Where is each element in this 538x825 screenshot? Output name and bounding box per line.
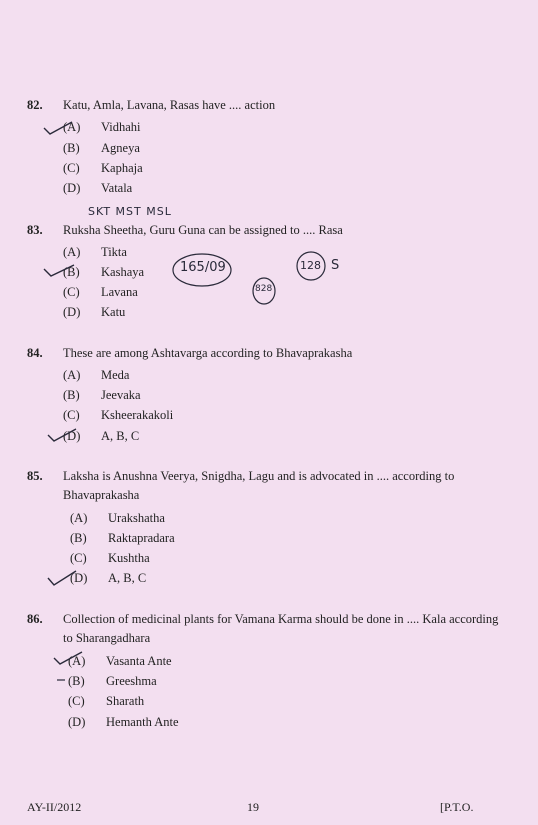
option-text: Kaphaja bbox=[101, 161, 143, 175]
option-text: A, B, C bbox=[108, 571, 147, 585]
handwritten-abbrev-note: SKT MST MSL bbox=[88, 205, 172, 218]
option-text: Vasanta Ante bbox=[106, 654, 172, 668]
question-number: 82. bbox=[27, 98, 43, 112]
option-label: (B) bbox=[63, 141, 80, 155]
option-text: Ksheerakakoli bbox=[101, 408, 174, 422]
option-label: (A) bbox=[70, 511, 88, 525]
option-text: Sharath bbox=[106, 694, 145, 708]
page-number: 19 bbox=[247, 800, 259, 814]
option-label: (B) bbox=[63, 265, 80, 279]
question-number: 86. bbox=[27, 612, 43, 626]
option-text: Vatala bbox=[101, 181, 133, 195]
tick-mark-icon bbox=[46, 427, 78, 445]
question-text: Katu, Amla, Lavana, Rasas have .... action bbox=[63, 98, 276, 112]
option-text: Agneya bbox=[101, 141, 140, 155]
option-label: (D) bbox=[70, 571, 88, 585]
pencil-dash-icon bbox=[56, 676, 66, 684]
option-label: (A) bbox=[63, 120, 81, 134]
tick-mark-icon bbox=[46, 568, 78, 588]
option-label: (C) bbox=[63, 408, 80, 422]
option-text: Hemanth Ante bbox=[106, 715, 179, 729]
option-label: (B) bbox=[63, 388, 80, 402]
question-text: Laksha is Anushna Veerya, Snigdha, Lagu and is advocated in .... according to Bhavaprakasha bbox=[63, 469, 455, 502]
option-label: (A) bbox=[68, 654, 86, 668]
question-number: 85. bbox=[27, 469, 43, 483]
option-label: (D) bbox=[63, 181, 81, 195]
option-label: (D) bbox=[63, 429, 81, 443]
question-text: These are among Ashtavarga according to Bhavaprakasha bbox=[63, 346, 353, 360]
question-number: 83. bbox=[27, 223, 43, 237]
option-text: Vidhahi bbox=[101, 120, 141, 134]
option-text: Tikta bbox=[101, 245, 127, 259]
question-number: 84. bbox=[27, 346, 43, 360]
paper-code: AY-II/2012 bbox=[27, 800, 82, 814]
option-label: (C) bbox=[68, 694, 85, 708]
handwritten-number-3-suffix: S bbox=[331, 258, 340, 273]
option-text: Greeshma bbox=[106, 674, 157, 688]
option-text: Kashaya bbox=[101, 265, 145, 279]
question-text: Ruksha Sheetha, Guru Guna can be assigned to .... Rasa bbox=[63, 223, 343, 237]
option-text: Kushtha bbox=[108, 551, 150, 565]
option-text: Lavana bbox=[101, 285, 138, 299]
option-label: (D) bbox=[63, 305, 81, 319]
pto-label: [P.T.O. bbox=[440, 800, 474, 814]
option-text: Meda bbox=[101, 368, 130, 382]
option-text: A, B, C bbox=[101, 429, 140, 443]
option-label: (A) bbox=[63, 368, 81, 382]
option-label: (C) bbox=[63, 161, 80, 175]
tick-mark-icon bbox=[42, 120, 74, 138]
option-label: (C) bbox=[70, 551, 87, 565]
option-label: (D) bbox=[68, 715, 86, 729]
option-text: Urakshatha bbox=[108, 511, 165, 525]
handwritten-number-1: 165/09 bbox=[180, 260, 226, 275]
tick-mark-icon bbox=[52, 650, 84, 668]
option-label: (B) bbox=[68, 674, 85, 688]
option-text: Raktapradara bbox=[108, 531, 175, 545]
option-text: Jeevaka bbox=[101, 388, 141, 402]
question-text: Collection of medicinal plants for Vamana Karma should be done in .... Kala according to Sharangadhara bbox=[63, 612, 499, 645]
handwritten-number-3: 128 bbox=[300, 259, 321, 272]
tick-mark-icon bbox=[42, 262, 76, 280]
option-label: (C) bbox=[63, 285, 80, 299]
option-text: Katu bbox=[101, 305, 126, 319]
option-label: (B) bbox=[70, 531, 87, 545]
handwritten-number-2: 828 bbox=[255, 284, 273, 294]
option-label: (A) bbox=[63, 245, 81, 259]
